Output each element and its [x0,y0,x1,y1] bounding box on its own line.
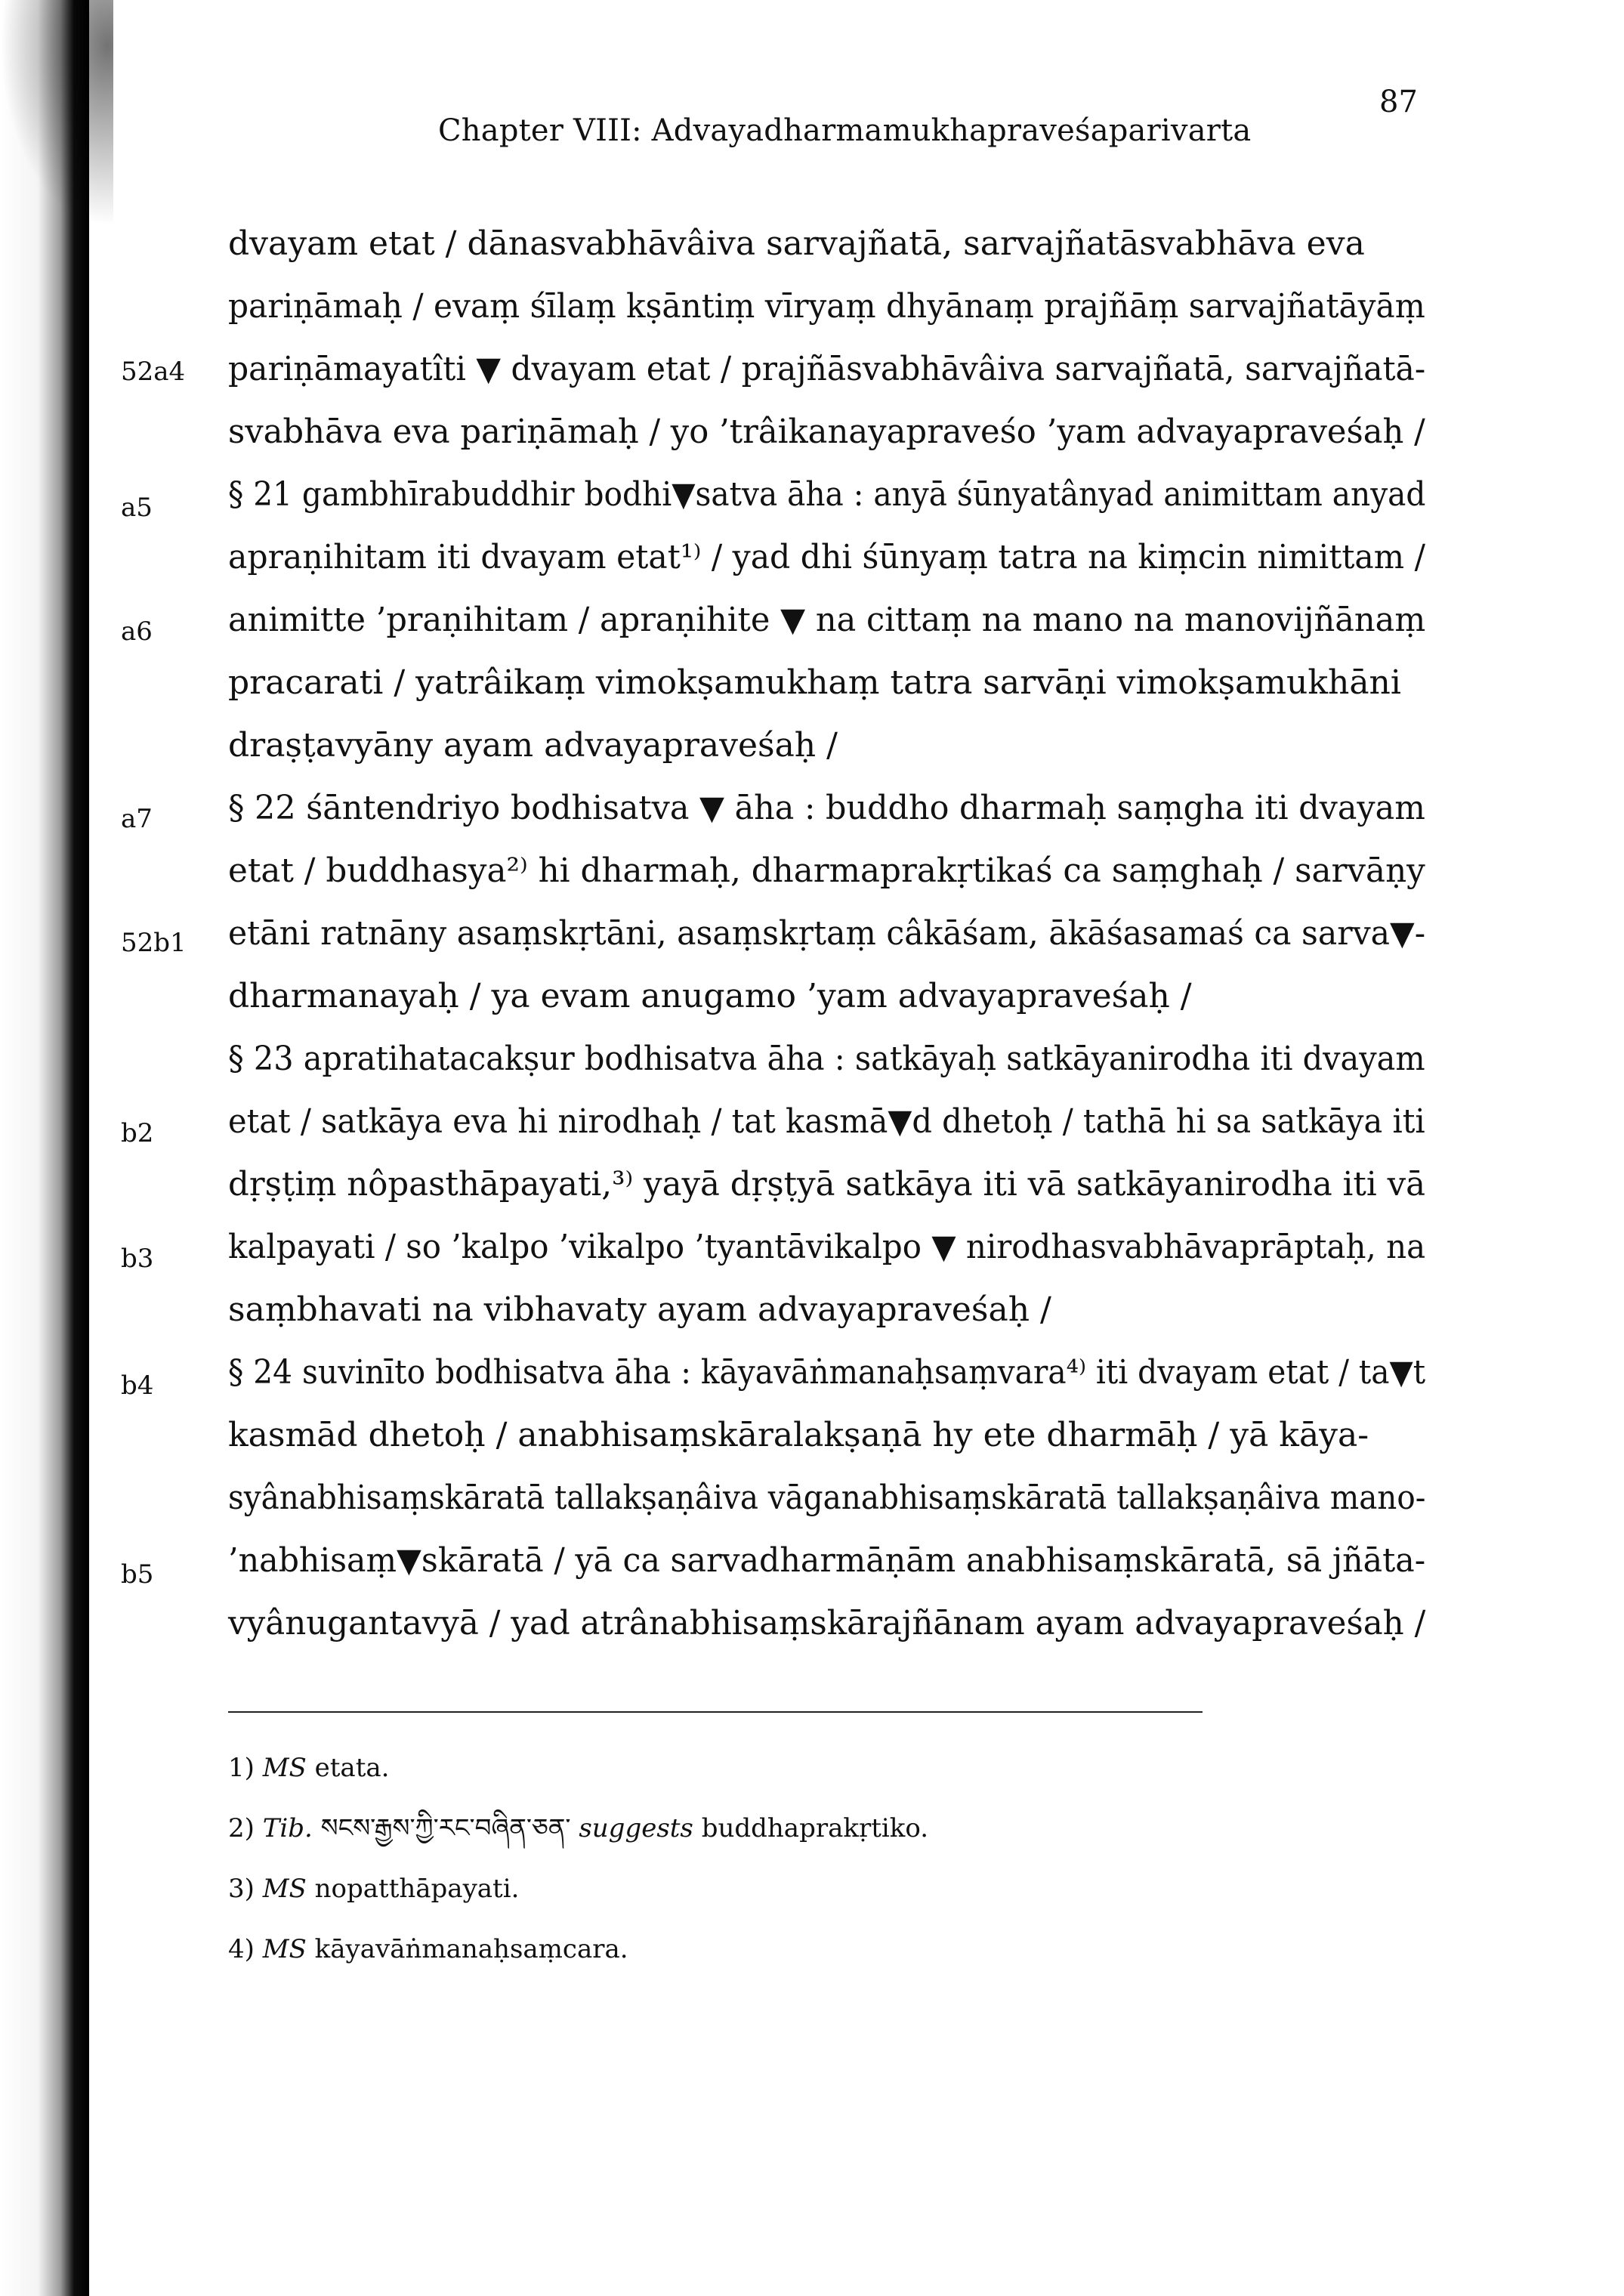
footnote-tibetan: སངས་རྒྱས་ཀྱི་རང་བཞིན་ཅན་ [320,1813,571,1843]
text-line: dvayam etat / dānasvabhāvâiva sarvajñatā, sarvajñatāsvabhāva eva [228,224,1365,263]
text-line: svabhāva eva pariṇāmaḥ / yo ’trâikanayapraveśo ’yam advayapraveśaḥ / [228,413,1425,451]
text-line: kasmād dhetoḥ / anabhisaṃskāralakṣaṇā hy ete dharmāḥ / yā kāya- [228,1416,1369,1454]
margin-ref: b3 [121,1244,154,1274]
footnote [228,1809,928,1847]
margin-ref: b2 [121,1118,154,1148]
text-line: § 23 apratihatacakṣur bodhisatva āha : satkāyaḥ satkāyanirodha iti dvayam [228,1040,1425,1078]
text-line: saṃbhavati na vibhavaty ayam advayapraveśaḥ / [228,1290,1051,1329]
footnote [228,1930,628,1968]
margin-ref: b4 [121,1370,154,1401]
footnote-abbr: MS [262,1934,307,1964]
text-line: etat / satkāya eva hi nirodhaḥ / tat kasmā▼d dhetoḥ / tathā hi sa satkāya iti [228,1102,1425,1141]
footnote-abbr: Tib. [262,1813,313,1843]
text-line: pracarati / yatrâikaṃ vimokṣamukhaṃ tatra sarvāṇi vimokṣamukhāni [228,663,1401,702]
text-line: dharmanayaḥ / ya evam anugamo ’yam advayapraveśaḥ / [228,977,1192,1015]
margin-ref: 52a4 [121,357,186,387]
text-line: § 21 gambhīrabuddhir bodhi▼satva āha : anyā śūnyatânyad animittam anyad [228,475,1426,514]
page-number: 87 [1379,85,1418,119]
footnote-text: etata. [314,1753,390,1783]
footnote-number: 1) [228,1753,255,1783]
margin-ref: a7 [121,804,153,834]
margin-ref: a6 [121,616,153,647]
footnote-number: 3) [228,1874,255,1904]
text-line: § 22 śāntendriyo bodhisatva ▼ āha : buddho dharmaḥ saṃgha iti dvayam [228,789,1425,827]
footnote-rule [228,1711,1203,1713]
text-line: apraṇihitam iti dvayam etat¹⁾ / yad dhi śūnyaṃ tatra na kiṃcin nimittam / [228,538,1425,576]
footnote-note: suggests [579,1813,693,1843]
text-line: pariṇāmaḥ / evaṃ śīlaṃ kṣāntiṃ vīryaṃ dhyānaṃ prajñāṃ sarvajñatāyāṃ [228,287,1425,326]
text-line: vyânugantavyā / yad atrânabhisaṃskārajñānam ayam advayapraveśaḥ / [228,1604,1426,1642]
footnote-number: 4) [228,1934,255,1964]
footnote-text: buddhaprakṛtiko. [701,1813,929,1843]
footnote-abbr: MS [262,1753,307,1783]
text-line: § 24 suvinīto bodhisatva āha : kāyavāṅmanaḥsaṃvara⁴⁾ iti dvayam etat / ta▼t [228,1353,1426,1392]
margin-ref: b5 [121,1559,154,1590]
margin-ref: 52b1 [121,928,187,958]
running-header: Chapter VIII: Advayadharmamukhapraveśaparivarta [438,113,1252,148]
footnote-text: kāyavāṅmanaḥsaṃcara. [314,1934,628,1964]
text-line: etat / buddhasya²⁾ hi dharmaḥ, dharmaprakṛtikaś ca saṃghaḥ / sarvāṇy [228,851,1425,890]
text-line: dṛṣṭiṃ nôpasthāpayati,³⁾ yayā dṛṣṭyā satkāya iti vā satkāyanirodha iti vā [228,1165,1426,1204]
scan-binding-shadow [0,0,113,227]
footnote-number: 2) [228,1813,255,1843]
text-line: kalpayati / so ’kalpo ’vikalpo ’tyantāvikalpo ▼ nirodhasvabhāvaprāptaḥ, na [228,1228,1426,1266]
text-line: etāni ratnāny asaṃskṛtāni, asaṃskṛtaṃ câkāśam, ākāśasamaś ca sarva▼- [228,914,1426,953]
text-line: pariṇāmayatîti ▼ dvayam etat / prajñāsvabhāvâiva sarvajñatā, sarvajñatā- [228,350,1426,388]
text-line: animitte ’praṇihitam / apraṇihite ▼ na cittaṃ na mano na manovijñānaṃ [228,601,1426,639]
text-line: ’nabhisaṃ▼skāratā / yā ca sarvadharmāṇām anabhisaṃskāratā, sā jñāta- [228,1541,1426,1580]
text-line: syânabhisaṃskāratā tallakṣaṇâiva vāganabhisaṃskāratā tallakṣaṇâiva mano- [228,1479,1426,1517]
margin-ref: a5 [121,493,153,523]
footnote [228,1870,519,1908]
footnote [228,1749,389,1787]
text-line: draṣṭavyāny ayam advayapraveśaḥ / [228,726,838,765]
footnote-abbr: MS [262,1874,307,1904]
footnote-text: nopatthāpayati. [314,1874,520,1904]
scan-binding-edge [0,0,89,2296]
